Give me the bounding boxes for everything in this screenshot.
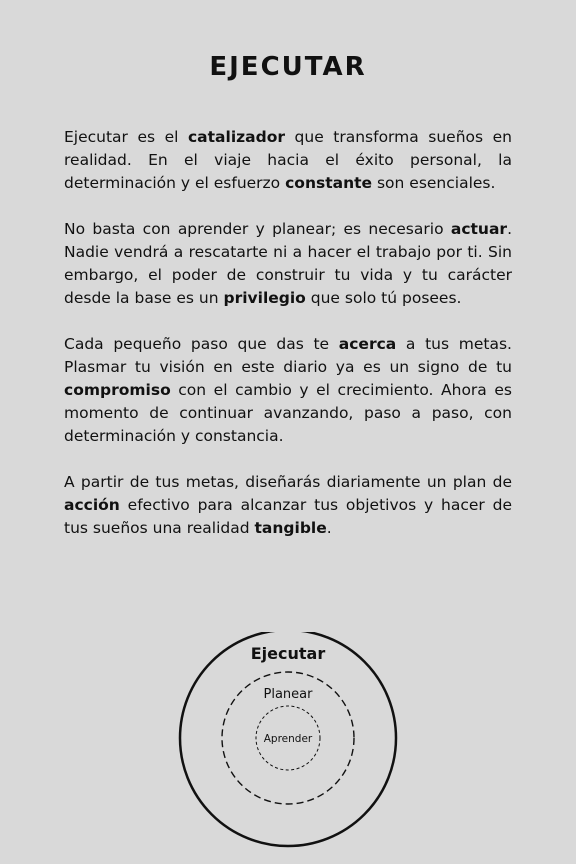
paragraph-1 [64,126,512,195]
paragraph-3 [64,333,512,448]
text-run: No basta con aprender y planear; es necesario [64,220,451,238]
diagram-svg [176,632,400,852]
paragraph-2 [64,218,512,310]
emphasis-word: catalizador [187,128,285,146]
page-title: EJECUTAR [209,52,367,82]
concentric-circles-diagram [176,632,400,852]
text-run: a tus metas. Plasmar tu visión en este diario ya es un signo de tu [64,335,512,376]
emphasis-word: tangible [254,519,327,537]
paragraph-4 [64,471,512,540]
emphasis-word: constante [285,174,373,192]
body-text [64,126,512,563]
emphasis-word: acción [64,496,120,514]
inner-label: Aprender [263,733,313,745]
text-run: efectivo para alcanzar tus objetivos y hacer de tus sueños una realidad [64,496,512,537]
middle-label: Planear [263,687,313,702]
emphasis-word: privilegio [223,289,306,307]
text-run: con el cambio y el crecimiento. Ahora es momento de continuar avanzando, paso a paso, con determinación y constancia. [64,381,512,445]
text-run: . Nadie vendrá a rescatarte ni a hacer el trabajo por ti. Sin embargo, el poder de construir tu vida y tu carácter desde la base es un [64,220,512,307]
text-run: . [326,519,332,537]
text-run: que solo tú posees. [305,289,462,307]
emphasis-word: compromiso [64,381,171,399]
text-run: son esenciales. [372,174,496,192]
text-run: A partir de tus metas, diseñarás diariamente un plan de [64,473,512,491]
emphasis-word: actuar [450,220,508,238]
text-run: que transforma sueños en realidad. En el viaje hacia el éxito personal, la determinación y el esfuerzo [64,128,512,192]
outer-label: Ejecutar [250,644,326,663]
emphasis-word: acerca [338,335,397,353]
text-run: Cada pequeño paso que das te [64,335,339,353]
text-run: Ejecutar es el [64,128,188,146]
